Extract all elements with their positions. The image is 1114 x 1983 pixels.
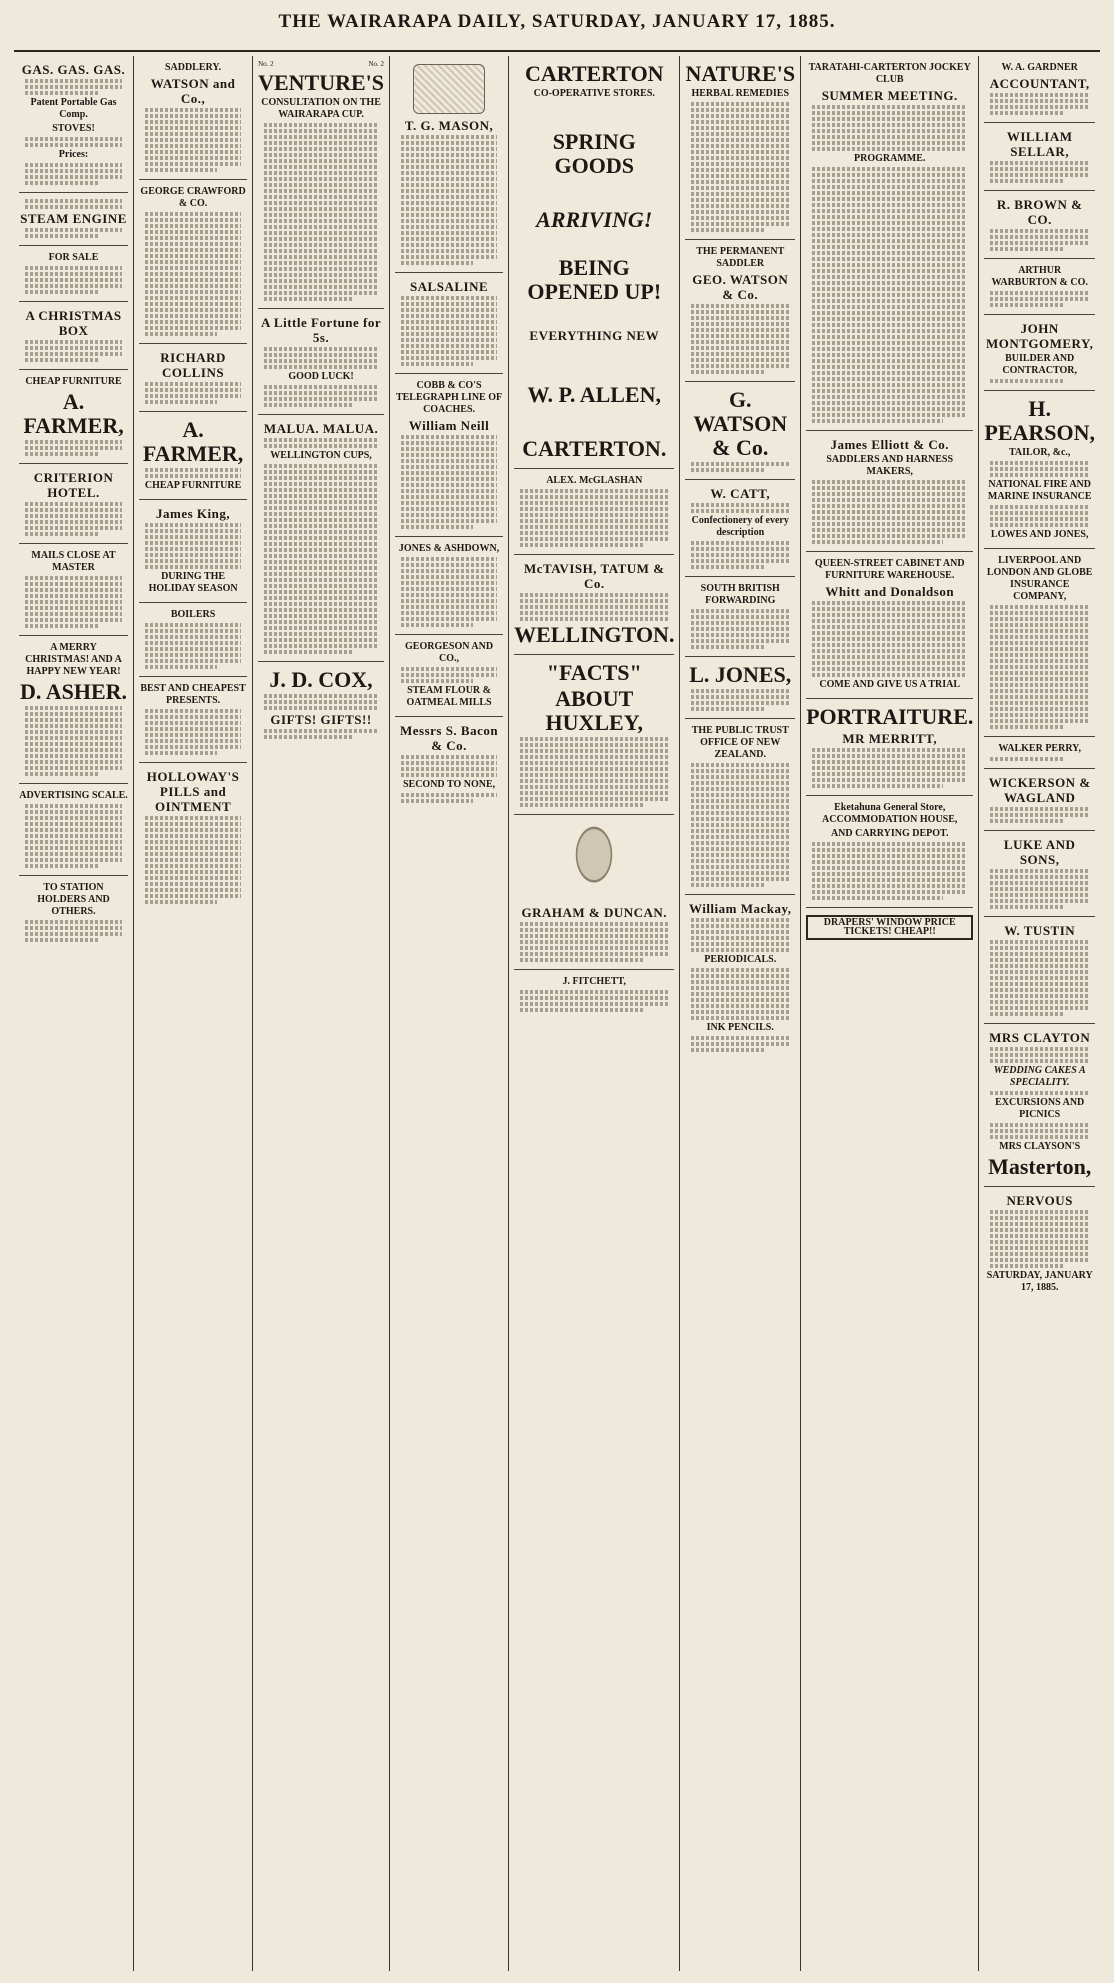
- column-grid: [14, 56, 1100, 1971]
- ad-montgomery-builder: BUILDER AND CONTRACTOR,: [1002, 353, 1077, 376]
- ad-malua-heading: MALUA. MALUA.: [263, 420, 379, 436]
- ad-farmer-cheap: CHEAP FURNITURE: [25, 376, 122, 387]
- ad-carterton-spring: SPRING GOODS: [552, 129, 636, 178]
- ad-carterton-stores: [514, 56, 674, 469]
- ad-catt-name: W. CATT,: [710, 486, 771, 501]
- ad-bacon-second: SECOND TO NONE,: [402, 779, 496, 790]
- ad-ventures-no-left: No. 2: [258, 60, 274, 68]
- ad-gas-heading: GAS. GAS. GAS.: [21, 62, 126, 77]
- ad-luke-name: LUKE AND SONS,: [1003, 837, 1076, 867]
- ad-clayton-masterton: Masterton,: [988, 1154, 1092, 1179]
- column-1: [14, 56, 133, 1971]
- ad-forwarding-heading: SOUTH BRITISH FORWARDING: [700, 583, 780, 606]
- ad-jockey-programme: PROGRAMME.: [854, 153, 926, 164]
- column-8: [978, 56, 1100, 1971]
- ad-ventures-title: VENTURE'S: [258, 69, 385, 95]
- ad-presents: [139, 677, 247, 763]
- ad-clayton-wedding: WEDDING CAKES A SPECIALITY.: [993, 1065, 1086, 1088]
- ad-boilers: [139, 603, 247, 677]
- ad-mackay-pencils: INK PENCILS.: [706, 1022, 774, 1033]
- ad-criterion: [19, 464, 128, 544]
- ad-eketahuna-heading: Eketahuna General Store, ACCOMMODATION HOUSE,: [822, 802, 958, 825]
- column-6: [679, 56, 800, 1971]
- ad-steam-engine: [19, 193, 128, 246]
- ad-gardner-accountant: ACCOUNTANT,: [989, 76, 1090, 91]
- ad-jones-name: JONES & ASHDOWN,: [398, 543, 500, 554]
- ad-ventures: [258, 56, 384, 309]
- ad-malua-cups: WELLINGTON CUPS,: [270, 449, 372, 461]
- ad-carterton-coop: CO-OPERATIVE STORES.: [533, 88, 655, 99]
- ad-graham-name: GRAHAM & DUNCAN.: [521, 905, 668, 920]
- ad-bacon-name: Messrs S. Bacon & Co.: [399, 723, 499, 753]
- ad-fitchett-name: J. FITCHETT,: [562, 976, 626, 987]
- ad-natures-herbal: HERBAL REMEDIES: [691, 88, 790, 99]
- ad-asher: [19, 636, 128, 784]
- ad-liverpool: [984, 549, 1095, 737]
- ad-bacon: [395, 717, 503, 810]
- ad-whitt-trial: COME AND GIVE US A TRIAL: [819, 679, 961, 690]
- ad-elliott-saddlers: SADDLERS AND HARNESS MAKERS,: [826, 454, 954, 477]
- ad-collins: [139, 344, 247, 412]
- ad-mails-heading: MAILS CLOSE AT MASTER: [31, 550, 116, 573]
- ad-huxley-about: ABOUT HUXLEY,: [545, 686, 644, 735]
- ad-mctavish-wellington: WELLINGTON.: [514, 622, 675, 647]
- ad-public-trust: [685, 719, 795, 895]
- ad-pearson: [984, 391, 1095, 549]
- ad-tustin-name: W. TUSTIN: [1004, 923, 1076, 938]
- ad-brown-name: R. BROWN & CO.: [996, 197, 1083, 227]
- ad-holloway-heading: HOLLOWAY'S PILLS and OINTMENT: [146, 769, 240, 814]
- ad-jockey-heading: TARATAHI-CARTERTON JOCKEY CLUB: [808, 62, 971, 85]
- ad-whitt: [806, 552, 973, 699]
- ad-catt: [685, 480, 795, 577]
- ad-georgeson-name: GEORGESON AND CO.,: [405, 641, 494, 664]
- ad-little-fortune: [258, 309, 384, 415]
- ad-jockey-club: [806, 56, 973, 431]
- column-5: [508, 56, 679, 1971]
- ad-gardner: [984, 56, 1095, 123]
- ad-natures-title: NATURE'S: [685, 61, 796, 86]
- ad-walker-perry: [984, 737, 1095, 769]
- ad-cobb: [395, 374, 503, 537]
- ad-farmer-name: A. FARMER,: [23, 389, 124, 438]
- ad-catt-confectionery: Confectionery of every description: [691, 515, 789, 538]
- ad-walker-name: WALKER PERRY,: [998, 743, 1081, 754]
- ad-christmas-heading: A CHRISTMAS BOX: [25, 308, 122, 338]
- ad-pearson-name: H. PEARSON,: [984, 396, 1095, 445]
- ad-mackay: [685, 895, 795, 1059]
- ad-huxley: [514, 655, 674, 815]
- ad-warburton: [984, 259, 1095, 315]
- masthead-title: THE WAIRARAPA DAILY, SATURDAY, JANUARY 17, 1885.: [278, 11, 836, 32]
- ad-drapers: [806, 908, 973, 948]
- ad-mctavish: [514, 555, 674, 655]
- ad-james-name: James King,: [156, 506, 231, 521]
- ad-clayton-claysons: MRS CLAYSON'S: [999, 1141, 1081, 1152]
- mortar-illustration: [413, 64, 485, 114]
- ad-nervous: [984, 1187, 1095, 1301]
- ad-whitt-name: Whitt and Donaldson: [825, 584, 955, 599]
- ad-criterion-heading: CRITERION HOTEL.: [33, 470, 114, 500]
- ad-asher-name: D. ASHER.: [20, 679, 128, 704]
- ad-saddler-name: GEO. WATSON & Co.: [692, 272, 789, 302]
- ad-whitt-queen: QUEEN-STREET CABINET AND FURNITURE WAREHOUSE.: [814, 558, 965, 581]
- ad-carterton-allen: W. P. ALLEN,: [527, 382, 661, 407]
- ad-liverpool-heading: LIVERPOOL AND LONDON AND GLOBE INSURANCE COMPANY,: [986, 555, 1093, 602]
- ad-portraiture-heading: PORTRAITURE.: [806, 704, 974, 729]
- ad-asher-merry: A MERRY CHRISTMAS! AND A HAPPY NEW YEAR!: [25, 642, 122, 677]
- ad-mason: [395, 56, 503, 273]
- ad-carterton-town: CARTERTON.: [522, 436, 667, 461]
- ad-malua: [258, 415, 384, 662]
- ad-eketahuna-carrying: AND CARRYING DEPOT.: [830, 828, 949, 839]
- ad-sellar-name: WILLIAM SELLAR,: [1006, 129, 1073, 159]
- ad-for-sale-heading: FOR SALE: [48, 252, 99, 263]
- ad-farmer-2: [139, 412, 247, 500]
- ad-mackay-name: William Mackay,: [688, 901, 792, 916]
- ad-fortune-goodluck: GOOD LUCK!: [288, 370, 354, 382]
- ad-watson: [139, 56, 247, 180]
- ad-gwatson-name: G. WATSON & Co.: [693, 387, 788, 460]
- ad-clayton: [984, 1024, 1095, 1187]
- ad-presents-heading: BEST AND CHEAPEST PRESENTS.: [140, 683, 246, 706]
- ad-luke: [984, 831, 1095, 917]
- ad-christmas-box: [19, 302, 128, 370]
- ad-pearson-tailor: TAILOR, &c.,: [1008, 447, 1071, 458]
- ad-station-heading: TO STATION HOLDERS AND OTHERS.: [37, 882, 110, 917]
- ad-station-holders: [19, 876, 128, 949]
- ad-gas: [19, 56, 128, 193]
- ad-ljones: [685, 657, 795, 719]
- ad-mctavish-name: McTAVISH, TATUM & Co.: [523, 561, 665, 591]
- ad-farmer2-furniture: CHEAP FURNITURE: [144, 480, 242, 491]
- ad-watson-name: WATSON and Co.,: [150, 76, 236, 106]
- ad-wickerson-name: WICKERSON & WAGLAND: [988, 775, 1091, 805]
- ad-fortune-heading: A Little Fortune for 5s.: [260, 314, 382, 345]
- ad-farmer2-name: A. FARMER,: [142, 417, 244, 466]
- ad-mason-name: T. G. MASON,: [404, 118, 494, 133]
- ad-advertising-scale: [19, 784, 128, 876]
- ad-saddler: [685, 240, 795, 382]
- ad-elliott-name: James Elliott & Co.: [830, 437, 949, 452]
- ad-tustin: [984, 917, 1095, 1024]
- ad-pearson-lowes: LOWES AND JONES,: [990, 529, 1089, 540]
- ad-clayton-excursions: EXCURSIONS AND PICNICS: [995, 1097, 1085, 1120]
- ad-watson-saddlery: SADDLERY.: [164, 62, 222, 73]
- ad-gwatson: [685, 382, 795, 480]
- ad-gas-prices: Prices:: [58, 149, 89, 160]
- ad-wickerson: [984, 769, 1095, 831]
- ad-montgomery-name: JOHN MONTGOMERY,: [985, 321, 1094, 351]
- ad-james-king: [139, 500, 247, 603]
- ad-carterton-everything: EVERYTHING NEW: [529, 328, 660, 343]
- ad-mails: [19, 544, 128, 636]
- ad-farmer: [19, 370, 128, 464]
- ad-crawford: [139, 180, 247, 344]
- ad-ventures-sweep: CONSULTATION ON THE WAIRARAPA CUP.: [261, 96, 381, 120]
- ad-clayton-name: MRS CLAYTON: [989, 1030, 1091, 1045]
- ad-gas-stoves: STOVES!: [52, 123, 95, 134]
- ad-jones-ashdown: [395, 537, 503, 635]
- ad-mcglashan-name: ALEX. McGLASHAN: [546, 475, 643, 486]
- vase-illustration: [565, 825, 623, 899]
- ad-eketahuna: [806, 796, 973, 908]
- ad-portraiture-merritt: MR MERRITT,: [842, 731, 938, 746]
- ad-gardner-name: W. A. GARDNER: [1001, 62, 1078, 73]
- column-7: [800, 56, 978, 1971]
- ad-montgomery: [984, 315, 1095, 391]
- ad-nervous-heading: NERVOUS: [1006, 1193, 1073, 1208]
- ad-cox-gifts: GIFTS! GIFTS!!: [270, 711, 372, 727]
- ad-cobb-heading: COBB & CO'S TELEGRAPH LINE OF COACHES.: [395, 380, 503, 415]
- ad-james-holiday: DURING THE HOLIDAY SEASON: [148, 571, 238, 594]
- masthead-rule: [14, 50, 1100, 52]
- ad-pearson-bank: NATIONAL FIRE AND MARINE INSURANCE: [987, 479, 1092, 502]
- ad-portraiture: [806, 699, 973, 796]
- ad-forwarding: [685, 577, 795, 657]
- column-4: [389, 56, 508, 1971]
- ad-carterton-title: CARTERTON: [524, 61, 664, 86]
- ad-saddler-heading: THE PERMANENT SADDLER: [696, 246, 785, 269]
- ad-boilers-heading: BOILERS: [170, 609, 216, 620]
- column-3: [252, 56, 389, 1971]
- ad-crawford-name: GEORGE CRAWFORD & CO.: [140, 186, 246, 209]
- ad-cox-name: J. D. COX,: [269, 666, 373, 692]
- ad-salsaline-heading: SALSALINE: [409, 279, 489, 294]
- ad-mcglashan: [514, 469, 674, 555]
- ad-fitchett: [514, 970, 674, 1019]
- ad-carterton-arriving: ARRIVING!: [536, 207, 653, 232]
- ad-mackay-periodicals: PERIODICALS.: [704, 954, 777, 965]
- ad-cobb-neill: William Neill: [408, 418, 490, 433]
- ad-gas-patent: Patent Portable Gas Comp.: [30, 97, 117, 120]
- footer-date: SATURDAY, JANUARY 17, 1885.: [986, 1270, 1093, 1293]
- ad-cox: [258, 662, 384, 746]
- ad-ljones-name: L. JONES,: [689, 662, 792, 687]
- ad-jockey-summer: SUMMER MEETING.: [821, 88, 958, 103]
- ad-huxley-facts: "FACTS": [546, 660, 642, 685]
- ad-holloway: [139, 763, 247, 911]
- ad-ventures-no-right: No. 2: [368, 60, 385, 68]
- ad-collins-name: RICHARD COLLINS: [160, 350, 226, 380]
- ad-drapers-heading: DRAPERS' WINDOW PRICE TICKETS! CHEAP!!: [806, 915, 973, 940]
- column-2: [133, 56, 252, 1971]
- ad-advert-heading: ADVERTISING SCALE.: [19, 790, 128, 801]
- ad-for-sale: [19, 246, 128, 302]
- ad-georgeson: [395, 635, 503, 717]
- ad-salsaline: [395, 273, 503, 374]
- ad-steam-heading: STEAM ENGINE: [20, 211, 127, 226]
- ad-carterton-opened: BEING OPENED UP!: [527, 255, 662, 304]
- ad-elliott: [806, 431, 973, 552]
- ad-brown: [984, 191, 1095, 259]
- ad-sellar: [984, 123, 1095, 191]
- ad-warburton-name: ARTHUR WARBURTON & CO.: [991, 265, 1088, 288]
- ad-trust-heading: THE PUBLIC TRUST OFFICE OF NEW ZEALAND.: [691, 725, 789, 760]
- ad-natures: [685, 56, 795, 240]
- ad-graham: [514, 815, 674, 970]
- ad-georgeson-mills: STEAM FLOUR & OATMEAL MILLS: [406, 685, 492, 708]
